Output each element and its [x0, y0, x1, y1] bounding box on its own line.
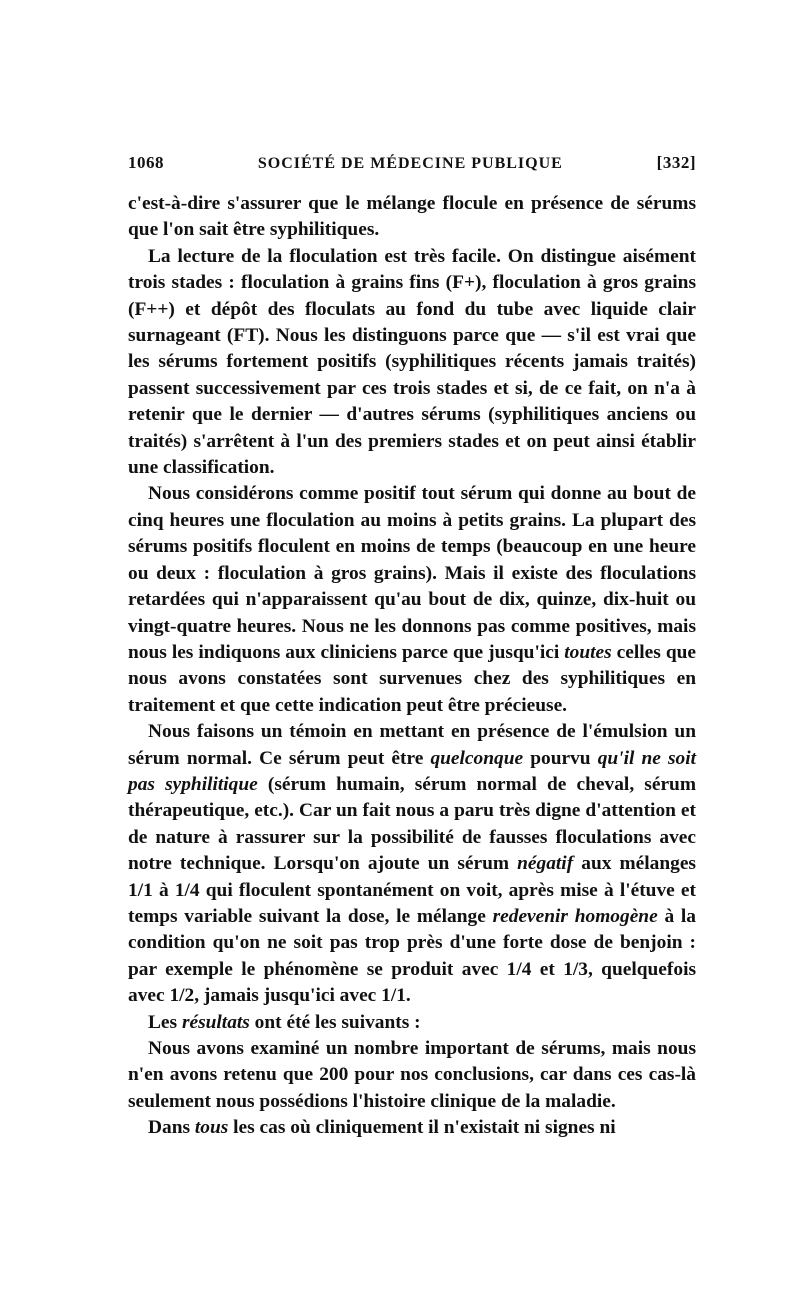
- text-run: ont été les suivants :: [249, 1011, 421, 1033]
- text-run: La lecture de la floculation est très facile. On distingue aisément trois stades : floculation à grains fins (F+), floculation à gros grains (F++) et dépôt des floculats au fond du tube avec liquide clair surnageant (FT). Nous les distinguons parce que — s'il est vrai que les sérums fortement positifs (syphilitiques récents jamais traités) passent successivement par ces trois stades et si, de ce fait, on n'a à retenir que le dernier — d'autres sérums (syphilitiques anciens ou traités) s'arrêtent à l'un des premiers stades et on peut ainsi établir une classification.: [128, 245, 696, 479]
- running-title: SOCIÉTÉ DE MÉDECINE PUBLIQUE: [257, 155, 563, 172]
- text-run: Dans: [148, 1117, 195, 1139]
- text-run: pourvu: [523, 747, 598, 769]
- italic-text: tous: [194, 1117, 229, 1139]
- paragraph: [128, 191, 696, 244]
- paragraph: [128, 1010, 696, 1036]
- italic-text: résultats: [181, 1011, 250, 1033]
- book-page: [128, 153, 696, 1142]
- paragraph: [128, 719, 696, 1009]
- text-run: c'est-à-dire s'assurer que le mélange flocule en présence de sérums que l'on sait être syphilitiques.: [128, 193, 696, 241]
- text-run: les cas où cliniquement il n'existait ni signes ni: [228, 1117, 616, 1139]
- text-run: à la condition qu'on ne soit pas trop près d'une forte dose de benjoin : par exemple le phénomène se produit avec 1/4 et 1/3, quelquefois avec 1/2, jamais jusqu'ici avec 1/1.: [128, 905, 697, 1007]
- running-header: [128, 153, 696, 173]
- paragraph: [128, 481, 696, 719]
- paragraph: [128, 244, 696, 482]
- italic-text: négatif: [517, 853, 574, 875]
- italic-text: qu'il ne soit pas syphilitique: [128, 747, 696, 795]
- paragraph: [128, 1115, 696, 1141]
- page-number: 1068: [128, 153, 164, 172]
- text-run: Nous faisons un témoin en mettant en présence de l'émulsion un sérum normal. Ce sérum peut être: [128, 721, 696, 769]
- text-run: aux mélanges 1/1 à 1/4 qui floculent spontanément on voit, après mise à l'étuve et temps variable suivant la dose, le mélange: [128, 853, 696, 927]
- body-text: [128, 191, 696, 1142]
- text-run: Nous avons examiné un nombre important de sérums, mais nous n'en avons retenu que 200 pour nos conclusions, car dans ces cas-là seulement nous possédions l'histoire clinique de la maladie.: [128, 1038, 696, 1112]
- italic-text: redevenir homogène: [492, 905, 658, 927]
- text-run: Nous considérons comme positif tout sérum qui donne au bout de cinq heures une floculation au moins à petits grains. La plupart des sérums positifs floculent en moins de temps (beaucoup en une heure ou deux : floculation à gros grains). Mais il existe des floculations retardées qui n'apparaissent qu'au bout de dix, quinze, dix-huit ou vingt-quatre heures. Nous ne les donnons pas comme positives, mais nous les indiquons aux cliniciens parce que jusqu'ici: [128, 483, 696, 663]
- text-run: Les: [148, 1011, 182, 1033]
- text-run: (sérum humain, sérum normal de cheval, sérum thérapeutique, etc.). Car un fait nous a paru très digne d'attention et de nature à rassurer sur la possibilité de fausses floculations avec notre technique. Lorsqu'on ajoute un sérum: [128, 773, 696, 875]
- paragraph: [128, 1036, 696, 1115]
- italic-text: toutes: [564, 641, 612, 663]
- italic-text: quelconque: [430, 747, 524, 769]
- bracket-page-number: [332]: [656, 153, 696, 172]
- text-run: celles que nous avons constatées sont survenues chez des syphilitiques en traitement et que cette indication peut être précieuse.: [128, 641, 696, 716]
